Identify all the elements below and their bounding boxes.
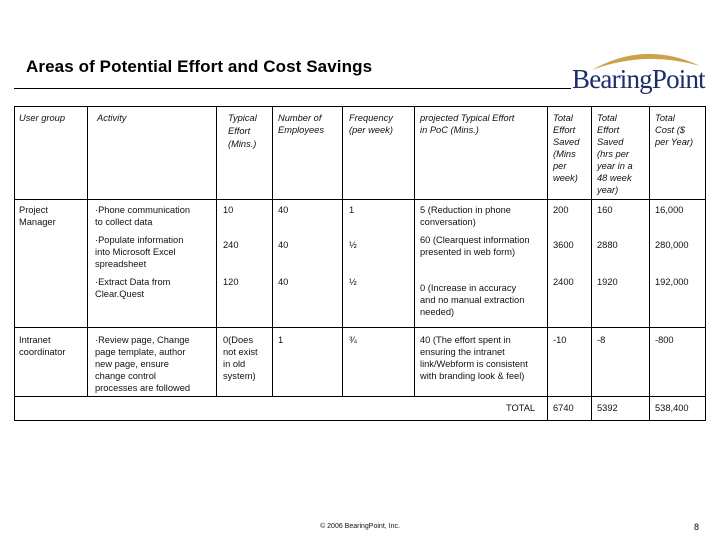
table-row-1-employees: 40 [278, 205, 289, 215]
table-row-3-employees: 40 [278, 277, 289, 287]
logo-wordmark: BearingPoint [572, 64, 705, 94]
col-divider-cost [649, 106, 650, 420]
header-typical-effort: Typical Effort (Mins.) [228, 113, 257, 149]
table-row-2-cost: 280,000 [655, 240, 689, 250]
total-saved-mins: 6740 [553, 403, 574, 413]
table-row-1-activity: ·Phone communication to collect data [95, 205, 191, 227]
header-total-saved-mins: Total Effort Saved (Mins per week) [553, 113, 580, 183]
table-bottom-rule [14, 420, 706, 421]
header-projected-effort: projected Typical Effort in PoC (Mins.) [420, 113, 515, 135]
table-row-4-saved-mins: -10 [553, 335, 567, 345]
table-row-2-frequency: ½ [349, 240, 357, 250]
col-divider-activity [87, 106, 88, 396]
col-divider-saved-mins [547, 106, 548, 420]
header-activity: Activity [97, 113, 127, 123]
table-row-2-activity: ·Populate information into Microsoft Excel spreadsheet [95, 235, 184, 269]
table-row-4-frequency: ¾ [349, 335, 357, 345]
table-row-2-projected: 60 (Clearquest information presented in web form) [420, 235, 530, 257]
header-total-saved-hrs: Total Effort Saved (hrs per year in a 48 week year) [597, 113, 633, 195]
table-row-4-activity: ·Review page, Change page template, author new page, ensure change control processes are followed [95, 335, 191, 393]
col-divider-frequency [342, 106, 343, 396]
page-title: Areas of Potential Effort and Cost Savings [26, 57, 373, 76]
header-divider [14, 199, 706, 200]
table-row-4-cost: -800 [655, 335, 674, 345]
table-row-3-projected: 0 (Increase in accuracy and no manual extraction needed) [420, 283, 525, 317]
table-row-2-typical: 240 [223, 240, 239, 250]
total-divider [14, 396, 706, 397]
table-row-1-typical: 10 [223, 205, 234, 215]
table-right-edge [705, 106, 706, 420]
table-row-3-cost: 192,000 [655, 277, 689, 287]
table-row-3-typical: 120 [223, 277, 239, 287]
header-num-employees: Number of Employees [278, 113, 324, 135]
group-divider [14, 327, 706, 328]
col-divider-employees [272, 106, 273, 396]
table-row-3-saved-hrs: 1920 [597, 277, 618, 287]
table-top-rule [14, 106, 706, 107]
table-row-2-employees: 40 [278, 240, 289, 250]
table-row-3-activity: ·Extract Data from Clear.Quest [95, 277, 171, 299]
table-row-1-projected: 5 (Reduction in phone conversation) [420, 205, 511, 227]
table-row-1-saved-mins: 200 [553, 205, 569, 215]
col-divider-typical [216, 106, 217, 396]
total-saved-hrs: 5392 [597, 403, 618, 413]
table-row-4-saved-hrs: -8 [597, 335, 606, 345]
table-row-4-typical: 0(Does not exist in old system) [223, 335, 258, 381]
header-total-cost: Total Cost ($ per Year) [655, 113, 694, 147]
table-row-1-saved-hrs: 160 [597, 205, 613, 215]
group-project-manager: Project Manager [19, 205, 56, 227]
header-user-group: User group [19, 113, 65, 123]
table-row-2-saved-mins: 3600 [553, 240, 574, 250]
col-divider-saved-hrs [591, 106, 592, 420]
page-number: 8 [694, 522, 700, 532]
table-row-1-frequency: 1 [349, 205, 355, 215]
title-divider [14, 88, 571, 89]
table-left-edge [14, 106, 15, 420]
table-row-2-saved-hrs: 2880 [597, 240, 618, 250]
total-label: TOTAL [506, 403, 536, 413]
bearingpoint-logo [570, 44, 720, 100]
col-divider-projected [414, 106, 415, 396]
table-row-3-frequency: ½ [349, 277, 357, 287]
group-intranet-coordinator: Intranet coordinator [19, 335, 66, 357]
table-row-4-employees: 1 [278, 335, 284, 345]
header-frequency: Frequency (per week) [349, 113, 393, 135]
footer-copyright: © 2006 BearingPoint, Inc. [320, 523, 400, 530]
table-row-4-projected: 40 (The effort spent in ensuring the intranet link/Webform is consistent with branding look & feel) [420, 335, 528, 381]
total-cost: 538,400 [655, 403, 689, 413]
table-row-3-saved-mins: 2400 [553, 277, 574, 287]
table-row-1-cost: 16,000 [655, 205, 684, 215]
